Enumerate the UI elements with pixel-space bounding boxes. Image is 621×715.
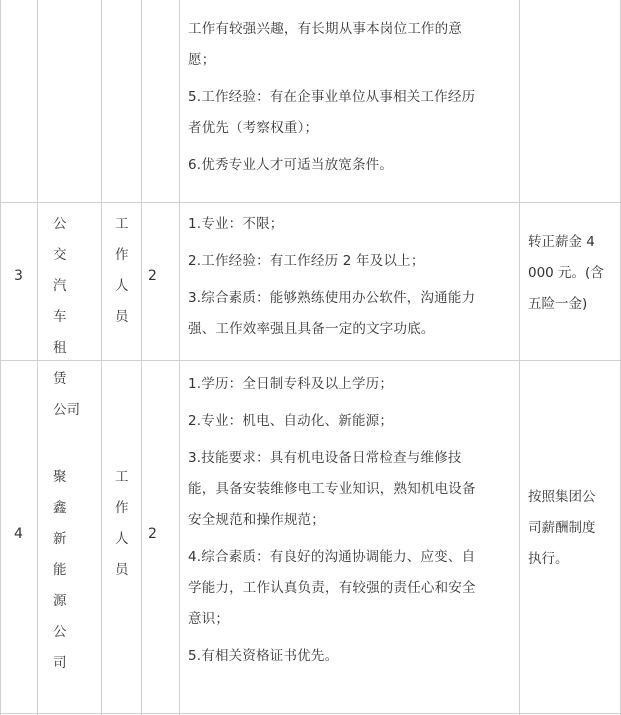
position-char: 工 xyxy=(115,469,129,485)
salary-cell xyxy=(528,227,618,320)
company-name-line: 源 公 xyxy=(53,593,67,640)
requirement-line: 3.技能要求：具有机电设备日常检查与维修技 xyxy=(188,450,462,466)
position-cell xyxy=(115,462,135,586)
requirement-line: 1.学历：全日制专科及以上学历； xyxy=(188,376,394,392)
salary-cell xyxy=(528,482,618,575)
requirement-line: 愿； xyxy=(188,52,216,68)
row-index: 3 xyxy=(14,268,23,284)
column-divider xyxy=(37,0,38,715)
position-cell xyxy=(115,209,135,333)
company-name-cell xyxy=(53,209,99,426)
column-divider xyxy=(179,0,180,715)
salary-line: 按照集团公 xyxy=(528,489,596,505)
requirements-cell xyxy=(188,209,518,345)
requirement-line: 学能力，工作认真负责，有较强的责任心和安全 xyxy=(188,580,476,596)
position-char: 作 xyxy=(115,500,129,516)
requirements-cell xyxy=(188,14,518,181)
company-name-line: 司 xyxy=(53,655,67,671)
position-char: 人 xyxy=(115,531,129,547)
requirement-line: 2.工作经验：有工作经历 2 年及以上； xyxy=(188,253,425,269)
requirement-line: 5.工作经验：有在企事业单位从事相关工作经历 xyxy=(188,89,476,105)
row-divider xyxy=(0,202,621,203)
company-name-cell xyxy=(53,462,99,679)
column-divider xyxy=(519,0,520,715)
salary-line: 转正薪金 4 xyxy=(528,234,595,250)
requirement-line: 3.综合素质：能够熟练使用办公软件，沟通能力 xyxy=(188,290,476,306)
salary-line: 000 元。(含 xyxy=(528,265,604,281)
requirement-line: 2.专业：机电、自动化、新能源； xyxy=(188,413,394,429)
position-char: 员 xyxy=(115,562,129,578)
requirement-line: 强、工作效率强且具备一定的文字功底。 xyxy=(188,321,435,337)
salary-line: 执行。 xyxy=(528,551,569,567)
column-divider xyxy=(101,0,102,715)
company-name-line: 新 能 xyxy=(53,531,67,578)
requirement-line: 4.综合素质：有良好的沟通协调能力、应变、自 xyxy=(188,549,476,565)
position-char: 作 xyxy=(115,247,129,263)
company-name-line: 公 交 xyxy=(53,216,67,263)
table-border-bottom xyxy=(0,713,621,714)
requirement-line: 能，具备安装维修电工专业知识，熟知机电设备 xyxy=(188,481,476,497)
position-char: 人 xyxy=(115,278,129,294)
requirement-line: 工作有较强兴趣，有长期从事本岗位工作的意 xyxy=(188,21,462,37)
headcount: 2 xyxy=(148,268,157,284)
position-char: 员 xyxy=(115,309,129,325)
company-name-line: 公司 xyxy=(53,402,80,418)
headcount: 2 xyxy=(148,526,157,542)
table-border-left xyxy=(0,0,1,715)
company-name-line: 聚 鑫 xyxy=(53,469,67,516)
requirement-line: 1.专业：不限； xyxy=(188,216,284,232)
requirement-line: 意识； xyxy=(188,611,230,627)
salary-line: 五险一金) xyxy=(528,296,588,312)
position-char: 工 xyxy=(115,216,129,232)
company-name-line: 汽 车 xyxy=(53,278,67,325)
company-name-line: 租 赁 xyxy=(53,340,67,387)
requirement-line: 5.有相关资格证书优先。 xyxy=(188,648,339,664)
row-index: 4 xyxy=(14,526,23,542)
column-divider xyxy=(141,0,142,715)
requirement-line: 者优先（考察权重）； xyxy=(188,120,319,136)
requirement-line: 6.优秀专业人才可适当放宽条件。 xyxy=(188,157,394,173)
requirement-line: 安全规范和操作规范； xyxy=(188,512,325,528)
requirements-cell xyxy=(188,369,518,672)
salary-line: 司薪酬制度 xyxy=(528,520,596,536)
